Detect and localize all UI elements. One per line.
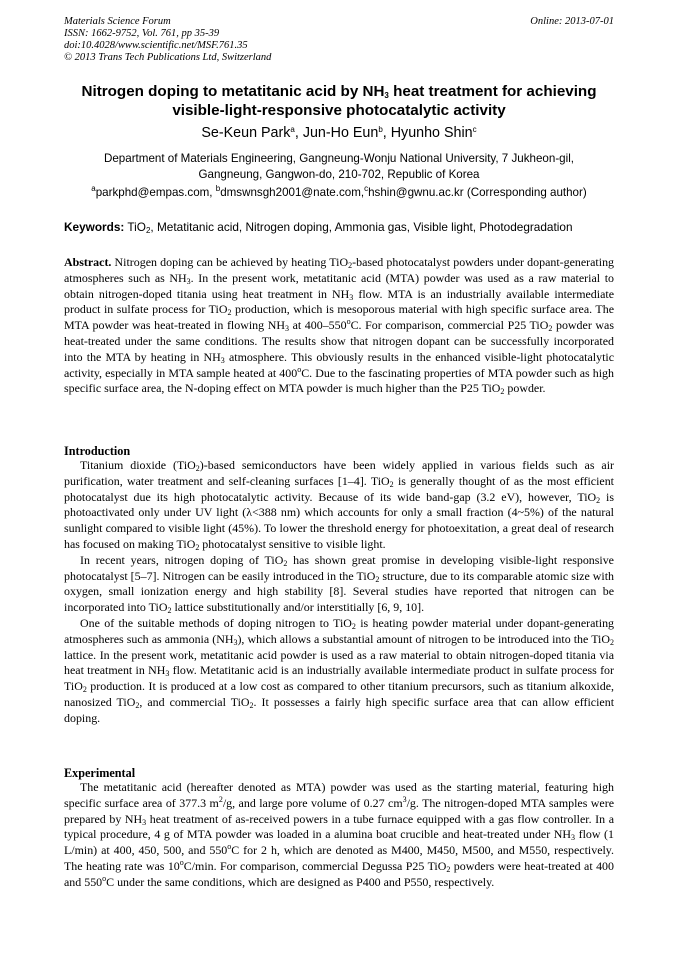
text-span: has shown great promise in developing visible-light responsive photocatalyst [5–7]. Nitrogen can be easily introduced in the TiO	[64, 552, 614, 583]
text-span: 3	[384, 91, 389, 100]
paragraph	[64, 458, 614, 553]
text-span: 2	[389, 479, 394, 489]
introduction-body	[64, 458, 614, 727]
text-span: Nitrogen doping to metatitanic acid by NH	[81, 83, 385, 100]
abstract-label: Abstract.	[64, 255, 112, 269]
text-span: flow (1 L/min) at 400, 450, 500, and 550	[64, 827, 614, 858]
text-span: ), which allows a substantial amount of nitrogen to be introduced into the TiO	[237, 631, 610, 646]
copyright-line: © 2013 Trans Tech Publications Ltd, Switzerland	[64, 52, 272, 63]
text-span: The metatitanic acid (hereafter denoted as MTA) powder was used as the starting material, featuring high specific surface area of 377.3 m	[64, 780, 614, 810]
text-span: flow. Metatitanic acid is an industrially available intermediate product in sulfate process for TiO	[64, 663, 614, 694]
author-name: Jun-Ho Eun	[302, 125, 379, 141]
text-span: C/min. For comparison, commercial Degussa P25 TiO	[183, 858, 447, 873]
paper-title	[50, 82, 628, 120]
text-span: 2	[227, 308, 232, 318]
text-span: c	[472, 125, 477, 134]
text-span: 2	[375, 574, 380, 584]
text-span: 3	[233, 637, 238, 647]
online-date: Online: 2013-07-01	[530, 16, 614, 27]
text-span: o	[346, 317, 351, 327]
paragraph	[64, 616, 614, 727]
keywords	[64, 219, 619, 235]
text-span: 3	[284, 324, 289, 334]
keywords-label: Keywords:	[64, 220, 125, 234]
text-span: /g, and large pore volume of 0.27 cm	[222, 795, 403, 810]
text-span: TiO	[124, 220, 146, 234]
text-span: 2	[195, 464, 200, 473]
text-span: powder was heat-treated under the same conditions. The results show that nitrogen dopant can be successfully incorporated into the MTA by heating in NH	[64, 318, 614, 364]
text-span: is heating powder material under dopant-generating atmospheres such as ammonia (NH	[64, 615, 615, 646]
abstract	[64, 255, 614, 397]
author-list: Se-Keun Park$^a$, Jun-Ho Eun$^b$, Hyunho Shin$^c$	[201, 125, 477, 141]
text-span: , and commercial TiO	[139, 694, 250, 709]
text-span: 2	[218, 794, 223, 804]
text-span: 2	[82, 685, 87, 695]
doi-line: doi:10.4028/www.scientific.net/MSF.761.35	[64, 40, 248, 51]
text-span: C under the same conditions, which are designed as P400 and P550, respectively.	[106, 874, 495, 889]
issn-line: ISSN: 1662-9752, Vol. 761, pp 35-39	[64, 28, 220, 39]
text-span: is generally thought of as the most efficient photocatalyst due its high photocatalytic activity. Because of its wide band-gap (3.2 eV), however, TiO	[64, 473, 614, 504]
text-span: c	[364, 184, 369, 193]
text-span: One of the suitable methods of doping nitrogen to TiO	[80, 615, 352, 630]
paragraph	[64, 780, 614, 891]
author-emails	[50, 185, 628, 201]
text-span: 2	[167, 606, 172, 616]
text-span: . It possesses a fairly high specific surface area that can allow efficient doping.	[64, 694, 615, 725]
text-span: In recent years, nitrogen doping of TiO	[80, 552, 284, 567]
text-span: o	[102, 873, 107, 883]
section-heading-introduction: Introduction	[64, 444, 131, 458]
text-span: C. Due to the fascinating properties of MTA powder such as high specific surface area, the N-doping effect on MTA powder is much higher than the P25 TiO	[64, 365, 614, 396]
text-span: powder.	[504, 381, 546, 396]
text-span: structure, due to its comparable atomic size with oxygen, small ionization energy and high stability [8]. Several studies have reported that nitrogen can be incorporated into TiO	[64, 568, 614, 615]
text-span: 3	[349, 292, 354, 302]
text-span: is photoactivated only under UV light (λ<388 nm) which accounts for only a small fraction (4~5%) of the natural sunlight compared to visible light (45%). To lower the threshold energy for photoexitation, a great deal of research has focused on making TiO	[64, 489, 614, 551]
text-span: powders were heat-treated at 400 and 550	[64, 858, 614, 889]
journal-header	[64, 16, 271, 64]
text-span: , Metatitanic acid, Nitrogen doping, Ammonia gas, Visible light, Photodegradation	[150, 220, 573, 234]
text-span: at 400–550	[288, 318, 347, 333]
text-span: 2	[548, 324, 553, 334]
text-span: o	[227, 842, 232, 852]
author-name: Se-Keun Park	[201, 125, 291, 141]
text-span: 2	[500, 387, 505, 397]
text-span: 3	[186, 276, 191, 286]
text-span: lattice. In the present work, metatitanic acid powder is used as a raw material to obtain nitrogen-doped titania via heat treatment in NH	[64, 647, 614, 678]
text-span: o	[297, 364, 302, 374]
text-span: production, which is mesoporous material with high specific surface area. The MTA powder was heat-treated in flowing NH	[64, 302, 614, 333]
text-span: a	[290, 125, 295, 134]
text-span: 3	[220, 355, 225, 365]
text-span: 2	[195, 542, 200, 552]
email-link[interactable]: hshin@gwnu.ac.kr (Corresponding author)	[368, 186, 587, 199]
text-span: lattice substitutionally and/or interstitially [6, 9, 10].	[171, 600, 425, 615]
text-span: 3	[142, 817, 147, 827]
text-span: Gangneung, Gangwon-do, 210-702, Republic of Korea	[198, 168, 480, 181]
text-span: 2	[446, 864, 451, 874]
text-span: 3	[402, 794, 407, 804]
text-span: 2	[348, 261, 353, 270]
text-span: b	[215, 184, 221, 193]
section-heading-experimental: Experimental	[64, 766, 136, 780]
text-span: 2	[145, 226, 151, 235]
experimental-body	[64, 780, 614, 891]
text-span: Nitrogen doping can be achieved by heating TiO	[111, 255, 349, 269]
text-span: heat treatment for achieving	[388, 83, 597, 100]
text-span: )-based semiconductors have been widely applied in various fields such as air purification, water treatment and self-cleaning surfaces [1–4]. TiO	[64, 458, 614, 488]
text-span: Department of Materials Engineering, Gangneung-Wonju National University, 7 Jukheon-gil,	[103, 152, 574, 165]
text-span: a	[91, 184, 96, 193]
text-span: 2	[283, 558, 288, 568]
text-span: 3	[165, 669, 170, 679]
text-span: 2	[351, 621, 356, 631]
text-span: flow. MTA is an industrially available intermediate product in sulfate process for TiO	[64, 286, 614, 317]
text-span: photocatalyst sensitive to visible light.	[199, 536, 386, 551]
text-span: 2	[610, 637, 614, 647]
text-span: visible-light-responsive photocatalytic activity	[172, 102, 506, 119]
paragraph	[64, 553, 614, 616]
journal-name: Materials Science Forum	[64, 16, 171, 27]
text-span: b	[378, 125, 383, 134]
text-span: Titanium dioxide (TiO	[80, 458, 196, 472]
affiliation	[70, 151, 608, 183]
text-span: C for 2 h, which are denoted as M400, M450, M500, and M550, respectively. The heating rate was 10	[64, 843, 614, 873]
text-span: o	[179, 857, 184, 867]
email-link[interactable]: parkphd@empas.com,	[95, 186, 216, 199]
text-span: atmosphere. This obviously results in the enhanced visible-light photocatalytic activity, especially in MTA sample heated at 400	[64, 349, 615, 380]
text-span: 2	[596, 495, 601, 505]
text-span: 2	[249, 700, 254, 710]
text-span: heat treatment of as-received powers in a tube furnace equipped with a gas flow controller. In a typical procedure, 4 g of MTA powder was loaded in a alumina boat crucible and heat-treated under NH	[64, 811, 615, 842]
text-span: C. For comparison, commercial P25 TiO	[350, 318, 549, 333]
text-span: 3	[571, 833, 576, 843]
text-span: -based photocatalyst powders under dopant-generating atmospheres such as NH	[64, 255, 615, 285]
text-span: production. It is produced at a low cost as compared to other titanium precursors, such as titanium alkoxide, nanosized TiO	[64, 679, 614, 709]
author-name: Hyunho Shin	[390, 125, 473, 141]
text-span: 2	[135, 700, 140, 710]
email-link[interactable]: dmswnsgh2001@nate.com,	[220, 186, 365, 199]
text-span: . In the present work, metatitanic acid (MTA) powder was used as a raw material to obtain nitrogen-doped titania using heat treatment in NH	[64, 270, 614, 301]
text-span: /g. The nitrogen-doped MTA samples were prepared by NH	[64, 795, 614, 826]
